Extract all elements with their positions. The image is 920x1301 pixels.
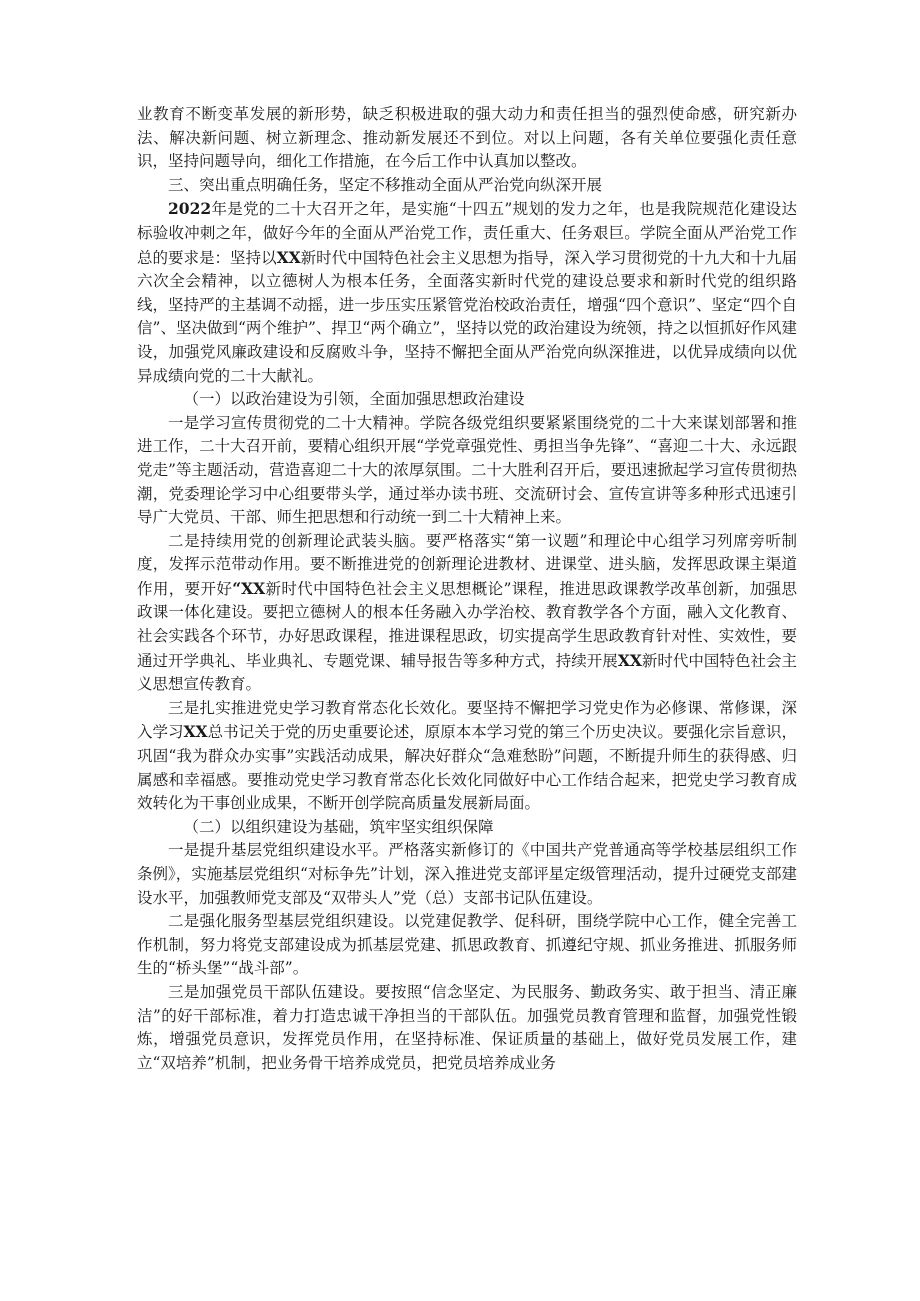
paragraph-text: 二是持续用党的创新理论武装头脑。要严格落实“第一议题”和理论中心组学习列席旁听制度，发挥示范带动作用。要不断推进党的创新理论进教材、进课堂、进头脑，发挥思政课主渠道作用，要开好	[137, 531, 797, 598]
paragraph-text: 年是党的二十大召开之年，是实施“十四五”规划的发力之年，也是我院规范化建设达标验收冲刺之年，做好今年的全面从严治党工作，责任重大、任务艰巨。学院全面从严治党工作总的要求是：坚持以	[137, 200, 797, 267]
paragraph-text: 新时代中国特色社会主义思想概论”课程，推进思政课教学改革创新，加强思政课一体化建设。要把立德树人的根本任务融入办学治校、教育教学各个方面，融入文化教育、社会实践各个环节，办好思政课程，推进课程思政，切实提高学生思政教育针对性、实效性，要通过开学典礼、毕业典礼、专题党课、辅导报告等多种方式，持续开展	[137, 579, 797, 670]
placeholder-xx: XX	[617, 650, 642, 670]
paragraph-continuation	[137, 103, 797, 174]
paragraph-study-twentieth-congress	[137, 412, 797, 530]
paragraph-text: 三是扎实推进党史学习教育常态化长效化。要坚持不懈把学习党史作为必修课、常修课，深入学习	[137, 698, 797, 742]
paragraph-text: 一是学习宣传贯彻党的二十大精神。学院各级党组织要紧紧围绕党的二十大来谋划部署和推进工作，二十大召开前，要精心组织开展“学党章强党性、勇担当争先锋”、“喜迎二十大、永远跟党走”等主题活动，营造喜迎二十大的浓厚氛围。二十大胜利召开后，要迅速掀起学习宣传贯彻热潮，党委理论学习中心组要带头学，通过举办读书班、交流研讨会、宣传宣讲等多种形式迅速引导广大党员、干部、师生把思想和行动统一到二十大精神上来。	[137, 413, 797, 527]
heading-text: （一）以政治建设为引领，全面加强思想政治建设	[183, 390, 525, 409]
section-heading-3	[137, 174, 797, 198]
heading-text: （二）以组织建设为基础，筑牢坚实组织保障	[183, 817, 494, 836]
paragraph-text: 总书记关于党的历史重要论述，原原本本学习党的第三个历史决议。要强化宗旨意识，巩固“我为群众办实事”实践活动成果，解决好群众“急难愁盼”问题，不断提升师生的获得感、归属感和幸福感。要推动党史学习教育常态化长效化同做好中心工作结合起来，把党史学习教育成效转化为干事创业成果，不断开创学院高质量发展新局面。	[137, 723, 797, 813]
heading-text: 三、突出重点明确任务，坚定不移推动全面从严治党向纵深开展	[168, 175, 603, 194]
paragraph-cadre-team	[137, 981, 797, 1075]
paragraph-party-history	[137, 697, 797, 816]
paragraph-text: 三是加强党员干部队伍建设。要按照“信念坚定、为民服务、勤政务实、敢于担当、清正廉洁”的好干部标准，着力打造忠诚干净担当的干部队伍。加强党员教育管理和监督，加强党性锻炼，增强党员意识，发挥党员作用，在坚持标准、保证质量的基础上，做好党员发展工作，建立“双培养”机制，把业务骨干培养成党员，把党员培养成业务	[137, 982, 797, 1072]
document-page	[137, 103, 797, 1075]
year-text: 2022	[168, 199, 212, 219]
paragraph-grassroots-organization	[137, 839, 797, 910]
paragraph-2022-requirements	[137, 197, 797, 388]
paragraph-text: 新时代中国特色社会主义思想为指导，深入学习贯彻党的十九大和十九届六次全会精神，以立德树人为根本任务，全面落实新时代党的建设总要求和新时代党的组织路线，坚持严的主基调不动摇，进一步压实压紧管党治校政治责任，增强“四个意识”、坚定“四个自信”、坚决做到“两个维护”、捍卫“两个确立”，坚持以党的政治建设为统领，持之以恒抓好作风建设，加强党风廉政建设和反腐败斗争，坚持不懈把全面从严治党向纵深推进，以优异成绩向以优异成绩向党的二十大献礼。	[137, 248, 797, 385]
paragraph-text: 新时代中国特色社会主义思想宣传教育。	[137, 651, 797, 694]
subsection-heading-2	[137, 816, 797, 840]
paragraph-text: 一是提升基层党组织建设水平。严格落实新修订的《中国共产党普通高等学校基层组织工作条例》，实施基层党组织“对标争先”计划，深入推进党支部评星定级管理活动，提升过硬党支部建设水平，加强教师党支部及“双带头人”党（总）支部书记队伍建设。	[137, 841, 797, 907]
placeholder-xx: XX	[183, 722, 208, 742]
paragraph-text: 二是强化服务型基层党组织建设。以党建促教学、促科研，围绕学院中心工作，健全完善工作机制，努力将党支部建设成为抓基层党建、抓思政教育、抓遵纪守规、抓业务推进、抓服务师生的“桥头堡”“战斗部”。	[137, 912, 797, 978]
paragraph-text: 业教育不断变革发展的新形势，缺乏积极进取的强大动力和责任担当的强烈使命感，研究新办法、解决新问题、树立新理念、推动新发展还不到位。对以上问题，各有关单位要强化责任意识，坚持问题导向，细化工作措施，在今后工作中认真加以整改。	[137, 105, 797, 171]
placeholder-xx: “XX	[232, 578, 266, 598]
placeholder-xx: XX	[276, 247, 301, 267]
subsection-heading-1	[137, 388, 797, 412]
paragraph-innovative-theory	[137, 530, 797, 697]
paragraph-service-organization	[137, 910, 797, 981]
